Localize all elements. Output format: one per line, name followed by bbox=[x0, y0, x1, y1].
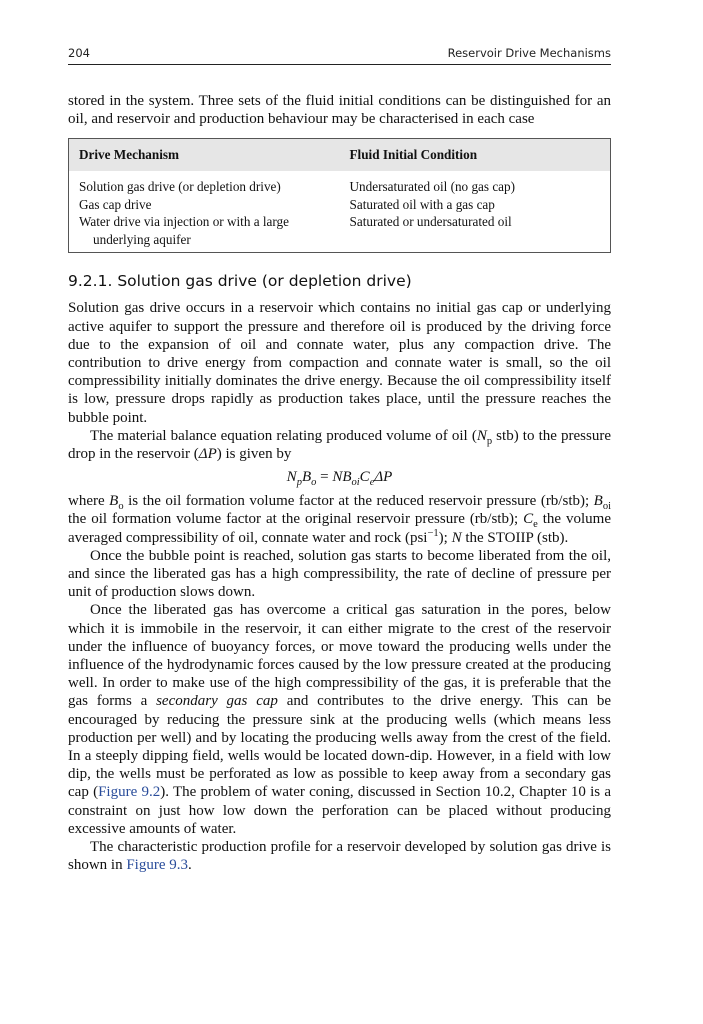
page-body bbox=[68, 92, 611, 875]
emphasis-secondary-gas-cap: secondary gas cap bbox=[156, 693, 278, 710]
paragraph-material-balance: The material balance equation relating produced volume of oil ($N_p$ stb) to the pressure drop in the reservoir (ΔP) is given by bbox=[68, 427, 611, 463]
table-cell bbox=[69, 213, 340, 252]
figure-9-2-link[interactable]: Figure 9.2 bbox=[98, 784, 161, 801]
paragraph-bubble-point: Once the bubble point is reached, solution gas starts to become liberated from the oil, and since the liberated gas has a high compressibility, the rate of decline of pressure per unit of production slows down. bbox=[68, 547, 611, 601]
table-row bbox=[69, 213, 610, 252]
running-title: Reservoir Drive Mechanisms bbox=[447, 46, 611, 60]
table-row bbox=[69, 171, 610, 196]
table-header-drive-mechanism: Drive Mechanism bbox=[69, 139, 340, 171]
table-cell-text: Water drive via injection or with a large bbox=[79, 214, 289, 230]
table-cell: Undersaturated oil (no gas cap) bbox=[349, 179, 516, 195]
paragraph-secondary-gas-cap: Once the liberated gas has overcome a critical gas saturation in the pores, below which it is immobile in the reservoir, it can either migrate to the crest of the reservoir under the influence of buoyancy forces, or move toward the producing wells under the influence of the hydrodynamic forces caused by the low pressure created at the producing well. In order to make use of the high compressibility of the gas, it is preferable that the gas forms a secondary gas cap and contributes to the drive energy. This can be encouraged by reducing the pressure sink at the producing wells (which means less production per well) and by locating the producing wells away from the crest of the field. In a steeply dipping field, wells would be located down-dip. However, in a field with low dip, the wells must be perforated as low as possible to keep away from a secondary gas cap (Figure 9.2). The problem of water coning, discussed in Section 10.2, Chapter 10 is a constraint on just how low down the perforation can be placed without producing excessive amounts of water. bbox=[68, 602, 612, 837]
table-cell: Saturated oil with a gas cap bbox=[349, 196, 495, 212]
table-cell: Saturated or undersaturated oil bbox=[349, 214, 512, 230]
paragraph-production-profile: The characteristic production profile for a reservoir developed by solution gas drive is shown in Figure 9.3. bbox=[68, 839, 611, 874]
table-header-row bbox=[69, 139, 610, 171]
figure-9-3-link[interactable]: Figure 9.3 bbox=[126, 857, 189, 874]
section-title: Solution gas drive (or depletion drive) bbox=[117, 272, 412, 291]
table-cell-continuation: underlying aquifer bbox=[93, 231, 191, 247]
paragraph-solution-gas-drive: Solution gas drive occurs in a reservoir which contains no initial gas cap or underlying active aquifer to support the pressure and therefore oil is produced by the driving force due to the expansion of oil and connate water, plus any compaction drive. The contribution to drive energy from compaction and connate water is small, so the oil compressibility initially dominates the drive energy. Because the oil compressibility itself is low, pressure drops rapidly as production takes place, until the pressure reaches the bubble point. bbox=[68, 300, 611, 426]
paragraph-definitions: where $B_o$ is the oil formation volume factor at the reduced reservoir pressure (rb/stb); $B_{oi}$ the oil formation volume factor at the original reservoir pressure (rb/stb); $C_e$ the volume averaged compressibility of oil, connate water and rock (psi$^{-1}$); N the STOIIP (stb). bbox=[68, 493, 611, 546]
table-cell: Gas cap drive bbox=[79, 196, 152, 212]
page-number: 204 bbox=[68, 46, 90, 60]
intro-paragraph: stored in the system. Three sets of the fluid initial conditions can be distinguished for an oil, and reservoir and production behaviour may be characterised in each case bbox=[68, 93, 611, 128]
section-number: 9.2.1. bbox=[68, 272, 113, 291]
section-heading bbox=[68, 272, 611, 290]
drive-mechanism-table bbox=[68, 138, 611, 253]
running-header bbox=[68, 44, 611, 65]
table-header-fluid-condition: Fluid Initial Condition bbox=[340, 139, 611, 171]
table-cell: Solution gas drive (or depletion drive) bbox=[79, 179, 281, 195]
material-balance-equation: $N_pB_o = NB_{oi}C_e\Delta P$ bbox=[286, 469, 393, 489]
table-row bbox=[69, 196, 610, 214]
